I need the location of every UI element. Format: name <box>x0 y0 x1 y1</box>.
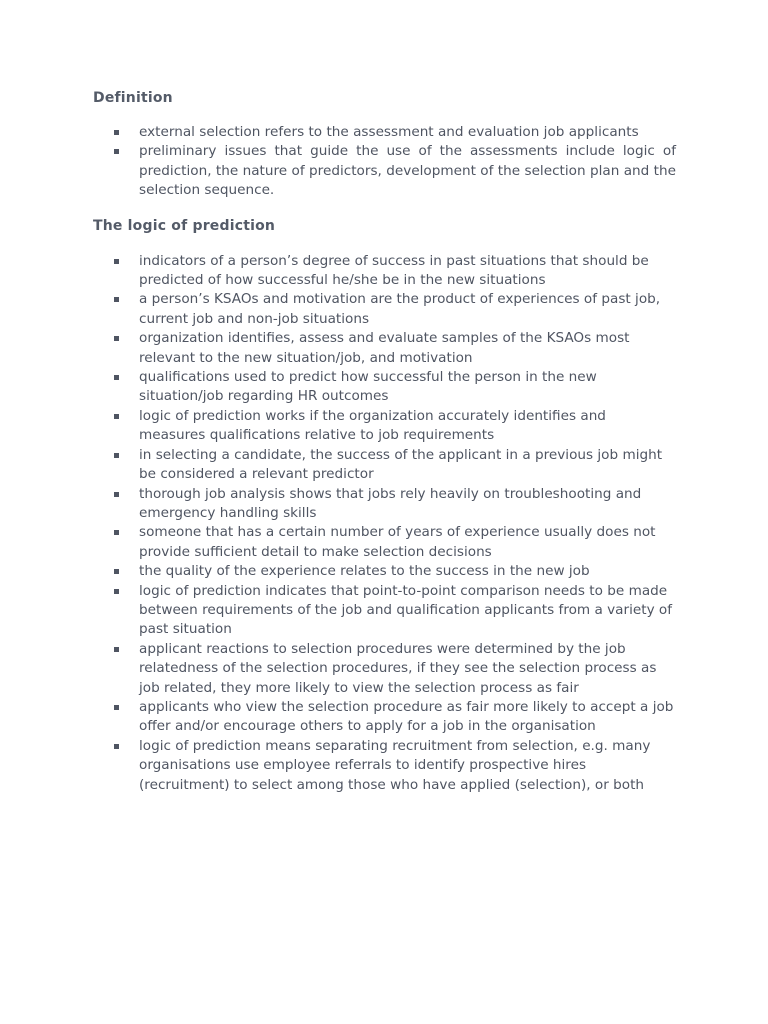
list-item-text: qualifications used to predict how successful the person in the new situation/job regarding HR outcomes <box>139 369 597 405</box>
section-heading-logic-of-prediction: The logic of prediction <box>93 217 276 234</box>
list-item <box>93 368 676 407</box>
list-item <box>93 446 676 485</box>
list-item <box>93 123 676 142</box>
bullet-icon <box>114 259 119 264</box>
list-item-text: applicants who view the selection procedure as fair more likely to accept a job offer and/or encourage others to apply for a job in the organisation <box>139 698 674 735</box>
list-item-text: a person’s KSAOs and motivation are the product of experiences of past job, current job and non-job situations <box>139 291 661 327</box>
bullet-icon <box>114 705 119 710</box>
bullet-icon <box>114 453 119 458</box>
bullet-icon <box>114 149 119 154</box>
list-item <box>93 485 676 524</box>
bullet-icon <box>114 530 119 535</box>
bullet-icon <box>114 744 119 749</box>
bullet-icon <box>114 375 119 380</box>
bullet-icon <box>114 647 119 652</box>
list-item <box>93 523 676 562</box>
list-item <box>93 252 676 291</box>
section-heading-definition: Definition <box>93 90 173 106</box>
list-item-text: logic of prediction works if the organization accurately identifies and measures qualifications relative to job requirements <box>139 407 606 444</box>
list-item-text: indicators of a person’s degree of success in past situations that should be predicted of how successful he/she be in the new situations <box>139 252 649 289</box>
list-item <box>93 407 676 446</box>
list-item-text: applicant reactions to selection procedures were determined by the job relatedness of the selection procedures, if they see the selection process as job related, they more likely to view the selection process as fair <box>139 640 657 696</box>
list-item-text: logic of prediction means separating recruitment from selection, e.g. many organisations use employee referrals to identify prospective hires (recruitment) to select among those who have applied (selection), or both <box>139 737 651 793</box>
list-item-text: logic of prediction indicates that point-to-point comparison needs to be made between requirements of the job and qualification applicants from a variety of past situation <box>139 582 673 638</box>
list-item <box>93 698 676 737</box>
list-item <box>93 562 676 581</box>
list-item <box>93 329 676 368</box>
list-item-text: external selection refers to the assessment and evaluation job applicants <box>139 124 639 140</box>
bullet-icon <box>114 589 119 594</box>
list-item-text: preliminary issues that guide the use of the assessments include logic of prediction, the nature of predictors, development of the selection plan and the selection sequence. <box>139 143 676 199</box>
list-item <box>93 290 676 329</box>
list-item-text: in selecting a candidate, the success of the applicant in a previous job might be considered a relevant predictor <box>139 446 663 483</box>
list-item-text: someone that has a certain number of years of experience usually does not provide sufficient detail to make selection decisions <box>139 524 656 560</box>
bullet-icon <box>114 492 119 497</box>
list-item-text: the quality of the experience relates to the success in the new job <box>139 563 590 580</box>
list-item <box>93 582 676 640</box>
list-item <box>93 142 676 200</box>
list-item <box>93 737 676 795</box>
bullet-icon <box>114 414 119 419</box>
list-item <box>93 640 676 698</box>
definition-list <box>93 123 676 201</box>
bullet-icon <box>114 569 119 574</box>
bullet-icon <box>114 130 119 135</box>
logic-of-prediction-list <box>93 252 676 795</box>
bullet-icon <box>114 336 119 341</box>
list-item-text: thorough job analysis shows that jobs rely heavily on troubleshooting and emergency handling skills <box>139 485 642 521</box>
list-item-text: organization identifies, assess and evaluate samples of the KSAOs most relevant to the new situation/job, and motivation <box>139 330 630 366</box>
bullet-icon <box>114 297 119 302</box>
